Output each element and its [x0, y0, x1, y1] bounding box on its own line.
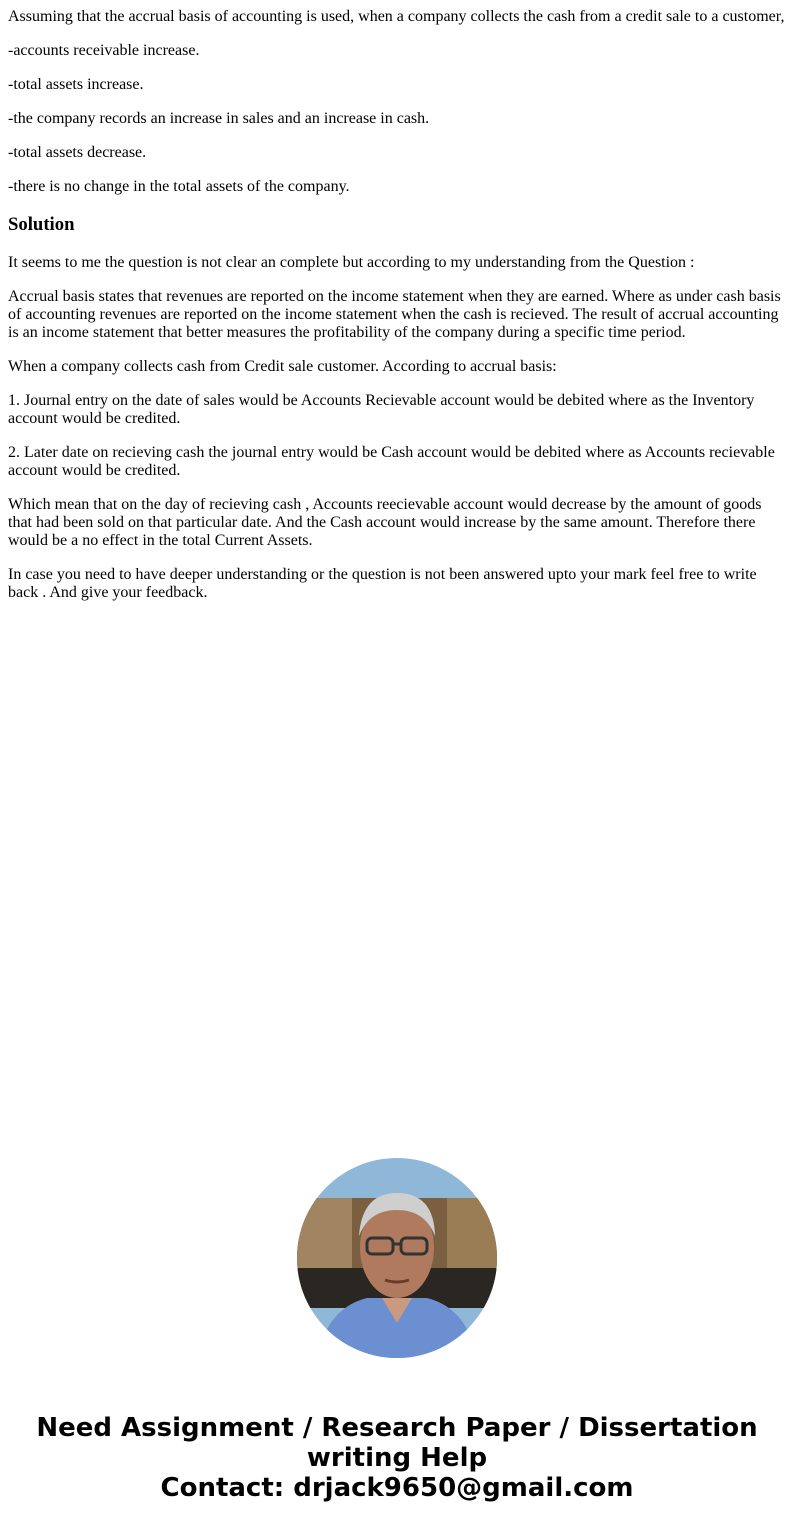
footer-contact: Contact: drjack9650@gmail.com	[160, 1473, 634, 1503]
solution-paragraph: 1. Journal entry on the date of sales would be Accounts Recievable account would be debited where as the Inventory account would be credited.	[8, 392, 755, 427]
solution-paragraph: It seems to me the question is not clear an complete but according to my understanding from the Question :	[8, 254, 695, 271]
solution-paragraph: Which mean that on the day of recieving cash , Accounts reecievable account would decrease by the amount of goods that had been sold on that particular date. And the Cash account would increase by the same amount. Therefore there would be a no effect in the total Current Assets.	[8, 496, 762, 549]
question-text: Assuming that the accrual basis of accounting is used, when a company collects the cash from a credit sale to a customer,	[8, 8, 785, 25]
spacer	[8, 618, 786, 1158]
solution-paragraph: When a company collects cash from Credit sale customer. According to accrual basis:	[8, 358, 557, 375]
question	[8, 8, 786, 196]
option: -total assets decrease.	[8, 144, 147, 161]
option: -accounts receivable increase.	[8, 42, 200, 59]
avatar-container	[8, 1158, 786, 1363]
footer-banner	[8, 1413, 786, 1503]
option: -the company records an increase in sales and an increase in cash.	[8, 110, 430, 127]
avatar	[297, 1158, 497, 1358]
option: -there is no change in the total assets of the company.	[8, 178, 350, 195]
solution-heading: Solution	[8, 214, 75, 235]
footer-headline: Need Assignment / Research Paper / Dissertation writing Help	[36, 1413, 758, 1473]
solution-paragraph: In case you need to have deeper understanding or the question is not been answered upto your mark feel free to write back . And give your feedback.	[8, 566, 757, 601]
solution-paragraph: Accrual basis states that revenues are reported on the income statement when they are earned. Where as under cash basis of accounting revenues are reported on the income statement when the cash is recieved. The result of accrual accounting is an income statement that better measures the profitability of the company during a specific time period.	[8, 288, 781, 341]
solution	[8, 214, 786, 602]
solution-paragraph: 2. Later date on recieving cash the journal entry would be Cash account would be debited where as Accounts recievable account would be credited.	[8, 444, 775, 479]
option: -total assets increase.	[8, 76, 144, 93]
